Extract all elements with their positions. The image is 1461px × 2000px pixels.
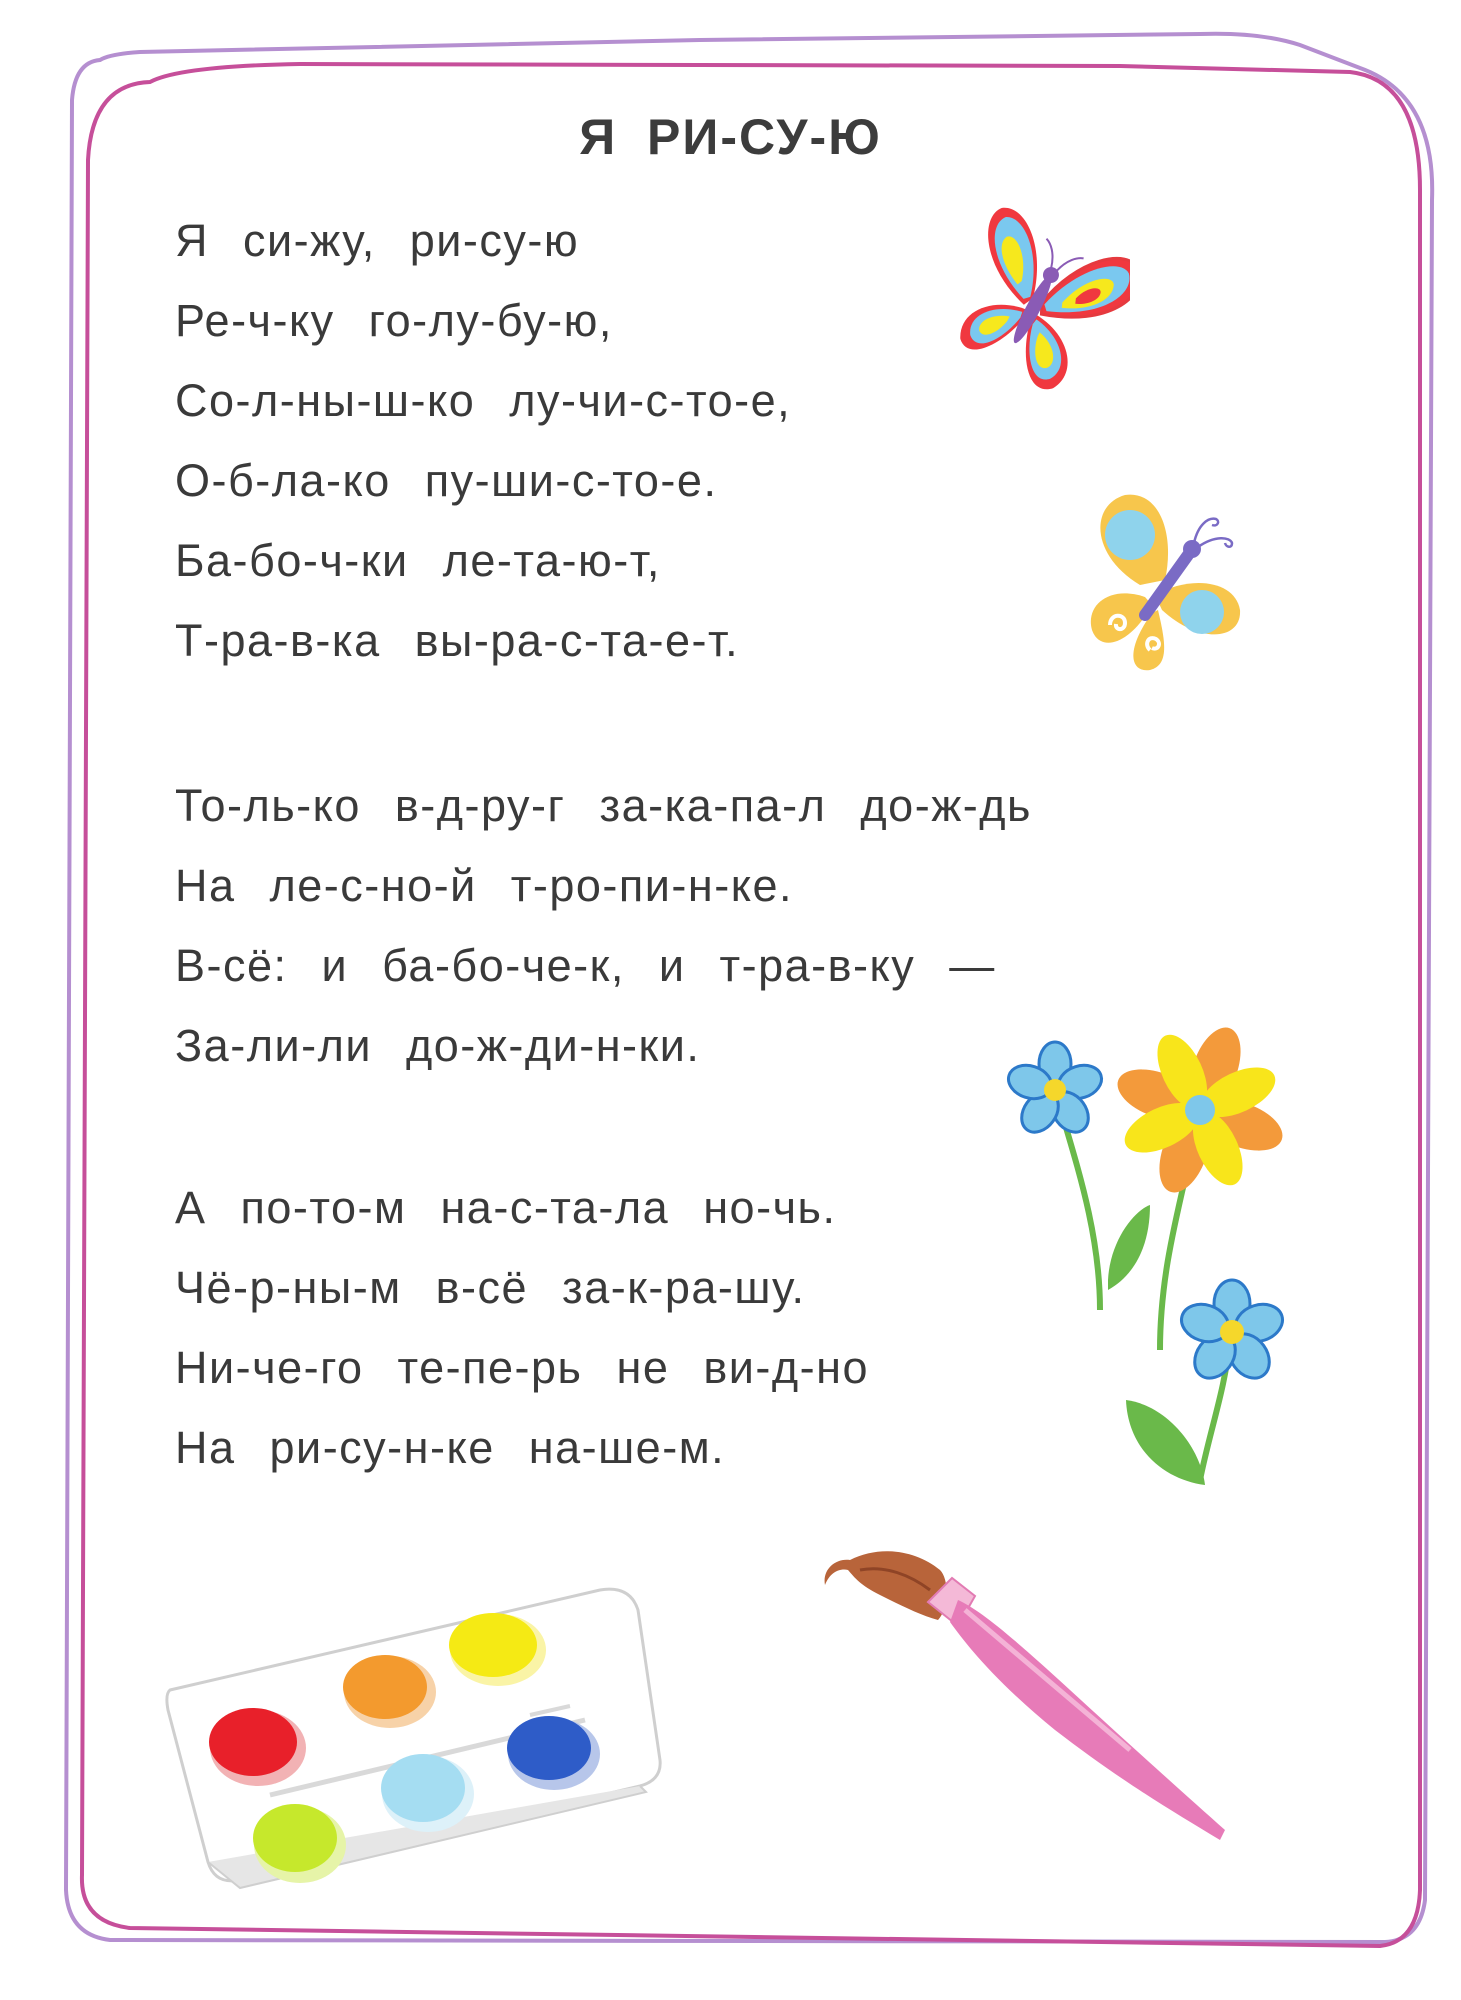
- poem-title: Я РИ-СУ-Ю: [579, 109, 882, 165]
- stanza-2: [175, 766, 1032, 1086]
- poem-line: То-ль-ко в-д-ру-г за-ка-па-л до-ж-дь: [175, 780, 1032, 831]
- poem-line: За-ли-ли до-ж-ди-н-ки.: [175, 1020, 701, 1071]
- poem-line: На ле-с-но-й т-ро-пи-н-ке.: [175, 860, 793, 911]
- butterfly-yellow-icon: [1070, 485, 1260, 675]
- stanza-1: [175, 201, 791, 681]
- poem-line: О-б-ла-ко пу-ши-с-то-е.: [175, 455, 718, 506]
- poem-line: В-сё: и ба-бо-че-к, и т-ра-в-ку —: [175, 940, 996, 991]
- poem-line: На ри-су-н-ке на-ше-м.: [175, 1422, 726, 1473]
- paint-palette-icon: [160, 1570, 680, 1900]
- poem-line: Я си-жу, ри-су-ю: [175, 215, 580, 266]
- paintbrush-icon: [800, 1540, 1240, 1880]
- poem-line: Ре-ч-ку го-лу-бу-ю,: [175, 295, 613, 346]
- flowers-icon: [1000, 1010, 1300, 1490]
- poem-line: Т-ра-в-ка вы-ра-с-та-е-т.: [175, 615, 740, 666]
- poem-line: Ба-бо-ч-ки ле-та-ю-т,: [175, 535, 661, 586]
- stanza-3: [175, 1168, 869, 1488]
- poem-line: Чё-р-ны-м в-сё за-к-ра-шу.: [175, 1262, 806, 1313]
- poem-line: Со-л-ны-ш-ко лу-чи-с-то-е,: [175, 375, 792, 426]
- poem-line: Ни-че-го те-пе-рь не ви-д-но: [175, 1342, 870, 1393]
- butterfly-colorful-icon: [940, 205, 1130, 405]
- poem-line: А по-то-м на-с-та-ла но-чь.: [175, 1182, 837, 1233]
